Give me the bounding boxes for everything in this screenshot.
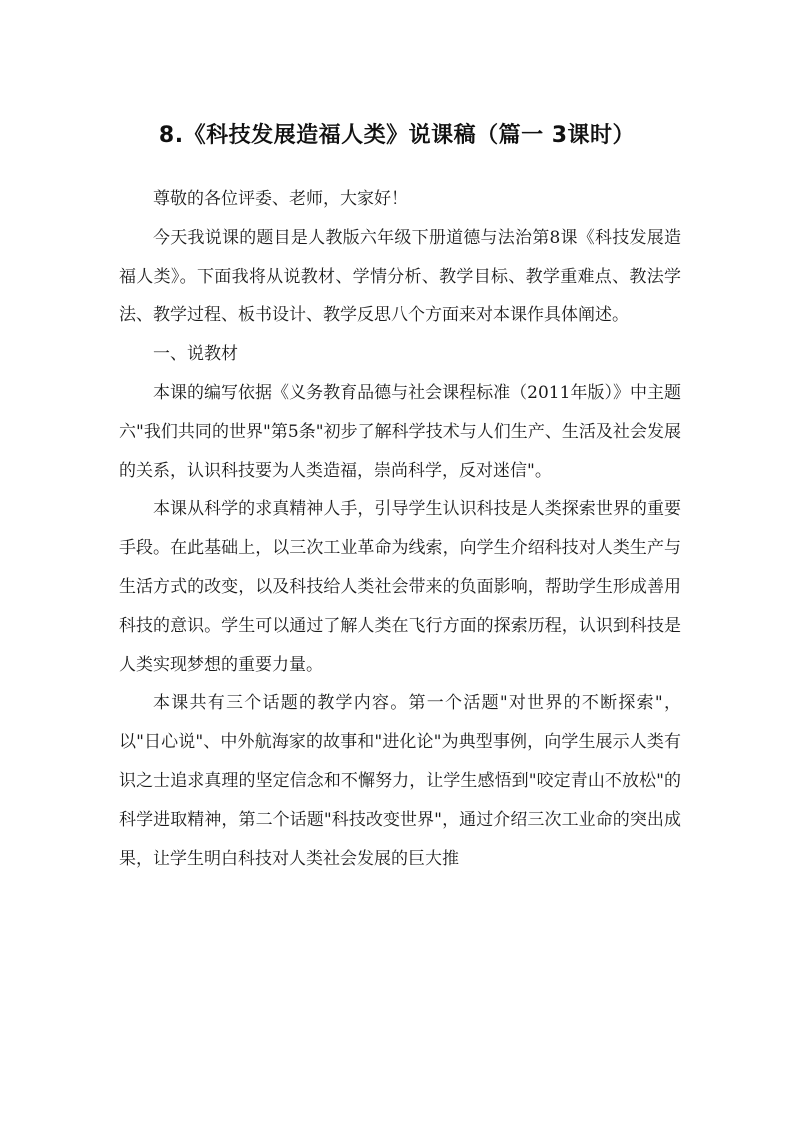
document-title: 8.《科技发展造福人类》说课稿（篇一 3课时） — [158, 123, 636, 148]
section-heading-textbook: 一、说教材 — [153, 344, 238, 365]
paragraph-approach: 本课从科学的求真精神人手，引导学生认识科技是人类探索世界的重要手段。在此基础上，以三次工业革命为线索，向学生介绍科技对人类生产与生活方式的改变，以及科技给人类社会带来的负面影响，帮助学生形成善用科技的意识。学生可以通过了解人类在飞行方面的探索历程，认识到科技是人类实现梦想的重要力量。 — [119, 499, 681, 675]
paragraph-basis: 本课的编写依据《义务教育品德与社会课程标准（2011年版）》中主题六"我们共同的世界"第5条"初步了解科学技术与人们生产、生活及社会发展的关系，认识科技要为人类造福，崇尚科学，反对迷信"。 — [119, 382, 681, 481]
paragraph-greeting: 尊敬的各位评委、老师，大家好！ — [153, 189, 408, 209]
paragraph-topics: 本课共有三个话题的教学内容。第一个活题"对世界的不断探索"，以"日心说"、中外航海家的故事和"进化论"为典型事例，向学生展示人类有识之士追求真理的坚定信念和不懈努力，让学生感悟到"咬定青山不放松"的科学进取精神，第二个话题"科技改变世界"，通过介绍三次工业命的突出成果，让学生明白科技对人类社会发展的巨大推 — [119, 693, 681, 869]
document-body — [119, 180, 681, 878]
paragraph-intro: 今天我说课的题目是人教版六年级下册道德与法治第8课《科技发展造福人类》。下面我将从说教材、学情分析、教学目标、教学重难点、教法学法、教学过程、板书设计、教学反思八个方面来对本课作具体阐述。 — [119, 227, 681, 326]
